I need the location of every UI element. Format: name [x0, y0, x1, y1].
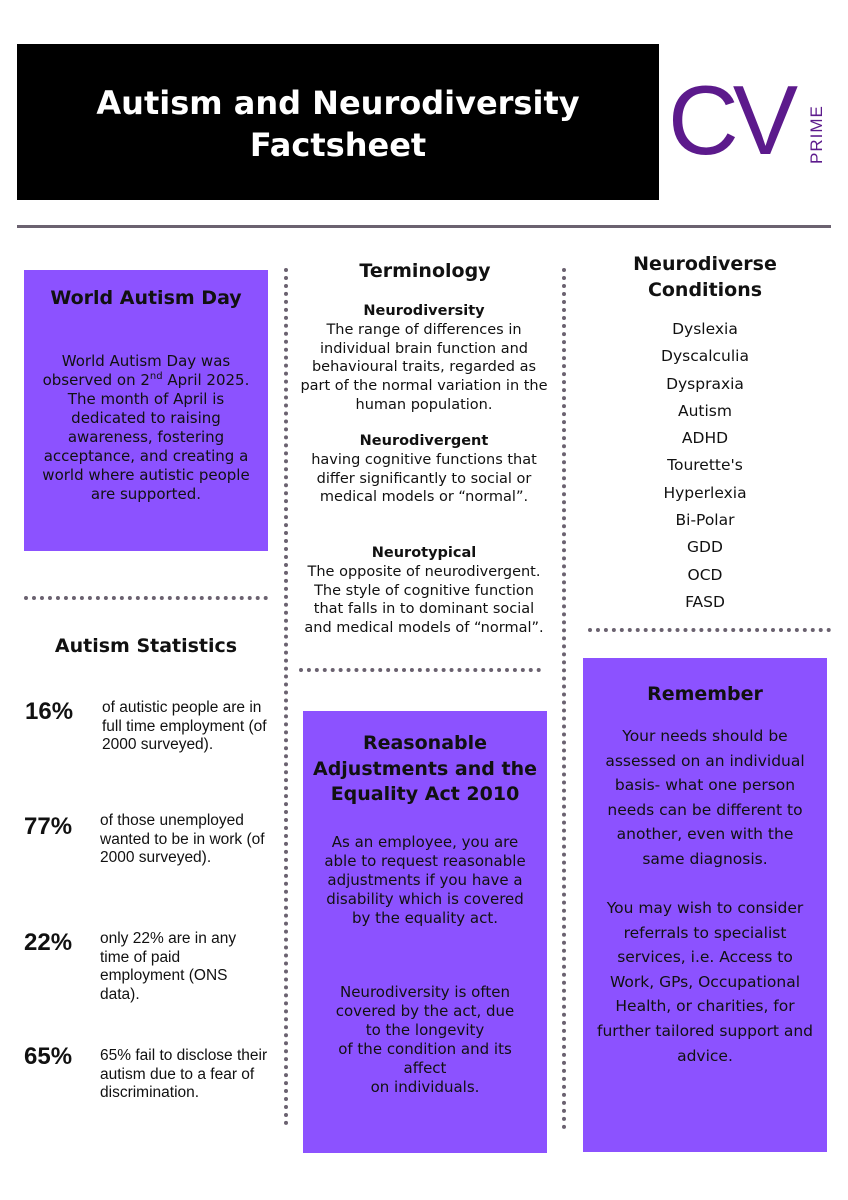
cv-prime-logo: [664, 70, 840, 180]
logo-letters: CV: [668, 70, 793, 175]
wad-text-part-1: World Autism Day was observed on 2: [42, 352, 231, 389]
condition-item: Bi-Polar: [675, 511, 735, 530]
column-divider-left: [284, 268, 288, 1126]
condition-item: ADHD: [681, 429, 729, 448]
condition-item: Tourette's: [667, 456, 743, 475]
condition-item: OCD: [687, 565, 723, 584]
neurodiverse-conditions-title: Neurodiverse Conditions: [633, 253, 777, 301]
ra-paragraph-2-line: Neurodiversity is often: [339, 983, 510, 1001]
term-entry: [299, 544, 549, 638]
reasonable-adjustments-paragraph-1: As an employee, you are able to request reasonable adjustments if you have a disability which is covered by the equality act.: [324, 833, 526, 927]
remember-paragraph-1: Your needs should be assessed on an individual basis- what one person needs can be different to another, even with the same diagnosis.: [605, 727, 805, 868]
remember-paragraph-2: You may wish to consider referrals to specialist services, i.e. Access to Work, GPs, Occupational Health, or charities, for further tailored support and advice.: [597, 899, 813, 1065]
page-title-line-2: Factsheet: [249, 126, 427, 164]
ra-paragraph-2-line: covered by the act, due: [335, 1002, 515, 1020]
reasonable-adjustments-paragraph-2: [315, 983, 535, 1097]
logo-subtitle: PRIME: [807, 105, 826, 164]
condition-item: Dyslexia: [672, 320, 738, 338]
header-divider: [17, 225, 831, 228]
column-divider-right: [562, 268, 566, 1130]
term-name: Neurodiversity: [363, 303, 485, 319]
ra-paragraph-2-line: of the condition and its: [338, 1040, 512, 1058]
term-definition: The range of differences in individual brain function and behavioural traits, regarded as part of the normal variation in the human population.: [300, 322, 548, 413]
stat-value: 22%: [24, 929, 73, 956]
stat-value: 16%: [25, 698, 74, 725]
page-title: [17, 82, 659, 166]
section-divider-terminology: [299, 668, 541, 672]
stat-description: only 22% are in any time of paid employment (ONS data).: [100, 930, 237, 1003]
condition-item: GDD: [687, 538, 723, 557]
stat-description: of those unemployed wanted to be in work (of 2000 surveyed).: [100, 812, 265, 866]
ra-paragraph-2-line: on individuals.: [370, 1078, 480, 1096]
term-name: Neurotypical: [371, 545, 477, 561]
wad-text-superscript: nd: [149, 371, 163, 382]
page-title-line-1: Autism and Neurodiversity: [96, 84, 580, 122]
stat-value: 65%: [24, 1043, 73, 1070]
term-name: Neurodivergent: [359, 433, 489, 449]
remember-title: Remember: [647, 683, 763, 705]
world-autism-day-text: [36, 352, 256, 504]
wad-text-part-2: April 2025. The month of April is dedicated to raising awareness, fostering acceptance, and creating a world where autistic people are supported.: [42, 371, 250, 503]
stat-description: of autistic people are in full time employment (of 2000 surveyed).: [102, 699, 267, 753]
term-definition: The opposite of neurodivergent. The style of cognitive function that falls in to dominant social and medical models of “normal”.: [304, 564, 544, 637]
term-entry: [299, 432, 549, 507]
condition-item: Hyperlexia: [663, 483, 747, 502]
stat-description: 65% fail to disclose their autism due to a fear of discrimination.: [100, 1047, 268, 1101]
condition-item: Autism: [678, 401, 732, 420]
condition-item: FASD: [685, 592, 725, 611]
section-divider-stats: [24, 596, 268, 600]
term-entry: [299, 302, 549, 415]
autism-statistics-title: Autism Statistics: [54, 635, 238, 657]
world-autism-day-title: World Autism Day: [50, 287, 242, 309]
conditions-list: [583, 316, 827, 616]
stat-value: 77%: [24, 813, 73, 840]
term-definition: having cognitive functions that differ significantly to social or medical models or “normal”.: [311, 452, 537, 506]
condition-item: Dyspraxia: [666, 374, 744, 393]
ra-paragraph-2-line: affect: [403, 1059, 447, 1077]
reasonable-adjustments-title: Reasonable Adjustments and the Equality Act 2010: [312, 732, 537, 805]
ra-paragraph-2-line: to the longevity: [365, 1021, 485, 1039]
section-divider-conditions: [588, 628, 831, 632]
terminology-title: Terminology: [359, 260, 491, 282]
condition-item: Dyscalculia: [661, 347, 749, 366]
